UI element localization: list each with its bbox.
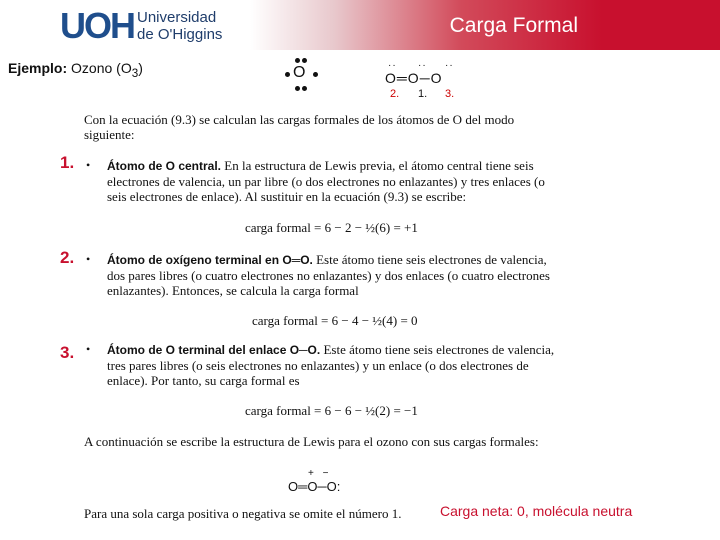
item-2-equation: carga formal = 6 − 4 − ½(4) = 0: [252, 313, 418, 328]
oxygen-lewis-dot: [283, 56, 323, 94]
item-3-equation: carga formal = 6 − 6 − ½(2) = −1: [245, 403, 418, 418]
bullet-2: •: [86, 252, 91, 266]
item-1-text: [107, 158, 562, 204]
item-1-heading: Átomo de O central.: [107, 159, 222, 173]
example-text: Ozono (O: [71, 60, 132, 76]
logo-mark: UOH: [60, 5, 134, 46]
logo-line-2: de O'Higgins: [137, 26, 223, 43]
outro-paragraph: A continuación se escribe la estructura de Lewis para el ozono con sus cargas formales:: [84, 434, 539, 449]
item-1-equation: carga formal = 6 − 2 − ½(6) = +1: [245, 220, 418, 235]
item-2-heading: Átomo de oxígeno terminal en O═O.: [107, 253, 313, 267]
ozone-structure: ·· ·· ·· O═O─O 2. 1. 3.: [385, 60, 455, 100]
logo-line-1: Universidad: [137, 9, 217, 26]
net-charge-note: Carga neta: 0, molécula neutra: [440, 503, 633, 519]
oxygen-symbol: O: [293, 64, 306, 81]
university-logo: [45, 0, 250, 50]
item-1-body: En la estructura de Lewis previa, el átomo central tiene seis electrones de valencia, un par libre (o dos electrones no enlazantes) y tres enlaces (o seis electrones de enlace). Al sustituir en la ecuación (9.3) se escribe:: [107, 158, 545, 204]
example-close: ): [138, 60, 143, 76]
example-subscript: 3: [131, 66, 139, 80]
item-3-heading: Átomo de O terminal del enlace O─O.: [107, 343, 321, 357]
footer-note: Para una sola carga positiva o negativa se omite el número 1.: [84, 506, 402, 521]
item-number-1: 1.: [60, 153, 75, 172]
example-label: [8, 60, 143, 80]
item-2-body: Este átomo tiene seis electrones de valencia, dos pares libres (o cuatro electrones no enlazantes) y dos enlaces (o cuatro electrones enlazantes). Entonces, se calcula la carga formal: [107, 252, 550, 298]
item-2-text: [107, 252, 562, 298]
bullet-1: •: [86, 158, 91, 172]
atom-number-2: 2.: [390, 88, 400, 100]
atom-number-1: 1.: [418, 88, 428, 100]
item-3-text: [107, 342, 562, 388]
item-number-3: 3.: [60, 343, 75, 362]
formal-charges: + −: [308, 468, 332, 479]
logo-text: [137, 9, 222, 43]
intro-paragraph: Con la ecuación (9.3) se calculan las cargas formales de los átomos de O del modo siguiente:: [84, 112, 515, 142]
bullet-3: •: [86, 342, 91, 356]
item-3-body: Este átomo tiene seis electrones de valencia, tres pares libres (o seis electrones no enlazantes) y un enlace (o dos electrones de enlace). Por tanto, su carga formal es: [107, 342, 555, 388]
slide-title: Carga Formal: [449, 14, 578, 37]
ozone-formula: O═O─O: [385, 70, 443, 86]
example-prefix: Ejemplo:: [8, 60, 68, 76]
ozone-formal-charge-structure: [288, 468, 340, 494]
item-number-2: 2.: [60, 248, 75, 267]
slide-header: [0, 0, 720, 50]
atom-number-3: 3.: [445, 88, 455, 100]
final-formula: O═O─O:: [288, 479, 341, 494]
